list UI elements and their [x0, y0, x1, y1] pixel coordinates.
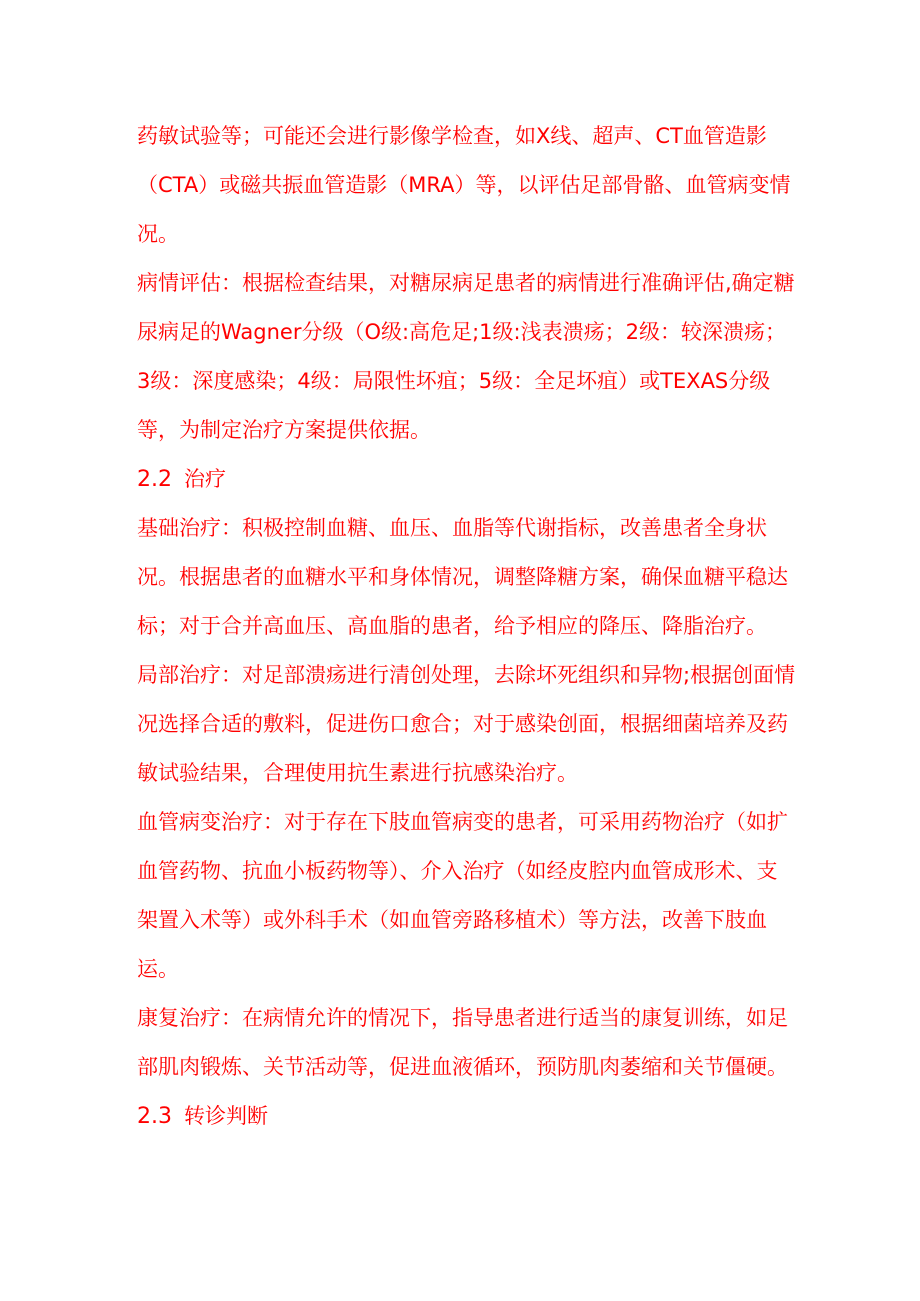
section-number: 2.3: [137, 1104, 172, 1129]
section-title: 治疗: [184, 467, 226, 491]
section-title: 转诊判断: [184, 1104, 268, 1128]
paragraph-condition-assessment: 病情评估：根据检查结果，对糖尿病足患者的病情进行准确评估,确定糖尿病足的Wagner分级（O级:高危足;1级:浅表溃疡；2级：较深溃疡；3级：深度感染；4级：局限性坏疽；5级：全足坏疽）或TEXAS分级等，为制定治疗方案提供依据。: [137, 271, 795, 442]
paragraph-exam-continued: 药敏试验等；可能还会进行影像学检查，如X线、超声、CT血管造影（CTA）或磁共振血管造影（MRA）等，以评估足部骨骼、血管病变情况。: [137, 124, 791, 246]
paragraph-local-treatment: 局部治疗：对足部溃疡进行清创处理，去除坏死组织和异物;根据创面情况选择合适的敷料，促进伤口愈合；对于感染创面，根据细菌培养及药敏试验结果，合理使用抗生素进行抗感染治疗。: [137, 663, 796, 785]
section-heading-2-3: [137, 1092, 797, 1141]
paragraph-vascular-treatment: 血管病变治疗：对于存在下肢血管病变的患者，可采用药物治疗（如扩血管药物、抗血小板药物等）、介入治疗（如经皮腔内血管成形术、支架置入术等）或外科手术（如血管旁路移植术）等方法，改善下肢血运。: [137, 810, 788, 981]
paragraph-rehab-treatment: 康复治疗：在病情允许的情况下，指导患者进行适当的康复训练，如足部肌肉锻炼、关节活动等，促进血液循环，预防肌肉萎缩和关节僵硬。: [137, 1006, 788, 1079]
section-number: 2.2: [137, 467, 172, 492]
paragraph-basic-treatment: 基础治疗：积极控制血糖、血压、血脂等代谢指标，改善患者全身状况。根据患者的血糖水平和身体情况，调整降糖方案，确保血糖平稳达标；对于合并高血压、高血脂的患者，给予相应的降压、降脂治疗。: [137, 516, 788, 638]
section-heading-2-2: [137, 455, 797, 504]
document-body: [137, 112, 797, 1141]
